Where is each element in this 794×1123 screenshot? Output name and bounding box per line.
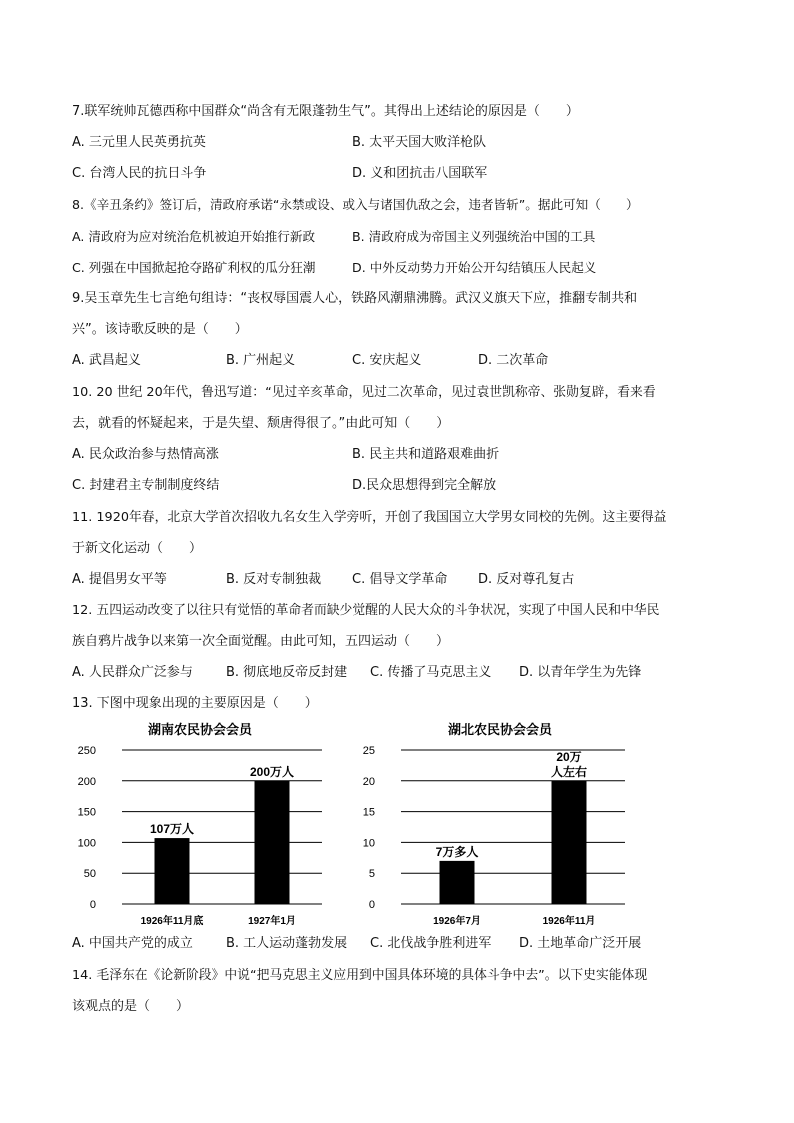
question-14-text-line-1: 14. 毛泽东在《论新阶段》中说“把马克思主义应用到中国具体环境的具体斗争中去”。以下史实能体现 <box>72 968 648 983</box>
bar-data-label: 人左右 <box>550 764 588 779</box>
q12-option-b: B. 彻底地反帝反封建 <box>226 665 348 680</box>
y-tick-label: 0 <box>89 899 96 911</box>
q7-option-c: C. 台湾人民的抗日斗争 <box>72 166 207 181</box>
q11-option-d: D. 反对尊孔复古 <box>478 572 575 587</box>
q10-option-c: C. 封建君主专制制度终结 <box>72 478 220 493</box>
chart-title: 湖南农民协会会员 <box>147 722 253 737</box>
q11-option-b: B. 反对专制独裁 <box>226 572 322 587</box>
bar-data-label: 20万 <box>556 749 582 764</box>
question-11-text-line-2: 于新文化运动（ ） <box>72 541 203 556</box>
q10-option-a: A. 民众政治参与热情高涨 <box>72 447 219 462</box>
bar-data-label: 7万多人 <box>435 844 479 859</box>
question-12-text-line-2: 族自鸦片战争以来第一次全面觉醒。由此可知，五四运动（ ） <box>72 634 450 649</box>
y-tick-label: 5 <box>368 868 375 881</box>
y-tick-label: 10 <box>362 837 375 850</box>
q9-option-b: B. 广州起义 <box>226 353 296 368</box>
q7-option-a: A. 三元里人民英勇抗英 <box>72 135 206 150</box>
bar <box>440 861 475 904</box>
y-tick-label: 250 <box>77 745 96 757</box>
x-category-label: 1926年7月 <box>433 916 481 927</box>
q11-option-c: C. 倡导文学革命 <box>352 572 448 587</box>
q12-option-a: A. 人民群众广泛参与 <box>72 665 193 680</box>
q8-option-a: A. 清政府为应对统治危机被迫开始推行新政 <box>72 229 316 244</box>
bar <box>552 781 587 904</box>
y-tick-label: 200 <box>77 775 96 788</box>
q13-option-a: A. 中国共产党的成立 <box>72 936 193 951</box>
question-13-text: 13. 下图中现象出现的主要原因是（ ） <box>72 696 318 711</box>
q8-option-b: B. 清政府成为帝国主义列强统治中国的工具 <box>352 229 596 244</box>
question-14-text-line-2: 该观点的是（ ） <box>72 999 190 1014</box>
y-tick-label: 100 <box>77 837 96 850</box>
y-tick-label: 20 <box>362 775 375 788</box>
bar <box>155 838 190 904</box>
question-7-text: 7.联军统帅瓦德西称中国群众“尚含有无限蓬勃生气”。其得出上述结论的原因是（ ） <box>72 104 579 119</box>
q10-option-d: D.民众思想得到完全解放 <box>352 478 497 493</box>
y-tick-label: 50 <box>83 868 96 881</box>
x-category-label: 1926年11月底 <box>140 916 204 927</box>
q7-option-b: B. 太平天国大败洋枪队 <box>352 135 487 150</box>
chart-title: 湖北农民协会会员 <box>447 722 553 737</box>
hunan-membership-chart <box>70 712 335 934</box>
question-11-text-line-1: 11. 1920年春，北京大学首次招收九名女生入学旁听，开创了我国国立大学男女同校的先例。这主要得益 <box>72 510 667 525</box>
q8-option-c: C. 列强在中国掀起抢夺路矿利权的瓜分狂潮 <box>72 260 316 275</box>
q8-option-d: D. 中外反动势力开始公开勾结镇压人民起义 <box>352 260 597 275</box>
q10-option-b: B. 民主共和道路艰难曲折 <box>352 447 500 462</box>
y-tick-label: 150 <box>77 806 96 819</box>
q9-option-a: A. 武昌起义 <box>72 353 141 368</box>
question-10-text-line-2: 去，就看的怀疑起来，于是失望、颓唐得很了。”由此可知（ ） <box>72 416 450 431</box>
y-tick-label: 15 <box>362 806 375 819</box>
question-9-text-line-2: 兴”。该诗歌反映的是（ ） <box>72 322 248 337</box>
q7-option-d: D. 义和团抗击八国联军 <box>352 166 488 181</box>
bar-data-label: 107万人 <box>149 822 195 837</box>
bar-data-label: 200万人 <box>249 764 295 779</box>
y-tick-label: 0 <box>368 899 375 911</box>
hubei-membership-chart <box>362 712 630 934</box>
q13-option-c: C. 北伐战争胜利进军 <box>370 936 492 951</box>
q12-option-c: C. 传播了马克思主义 <box>370 665 492 680</box>
x-category-label: 1927年1月 <box>248 916 296 927</box>
q13-option-d: D. 土地革命广泛开展 <box>519 936 642 951</box>
q11-option-a: A. 提倡男女平等 <box>72 572 167 587</box>
y-tick-label: 25 <box>362 745 375 757</box>
q9-option-c: C. 安庆起义 <box>352 353 422 368</box>
q12-option-d: D. 以青年学生为先锋 <box>519 665 642 680</box>
question-10-text-line-1: 10. 20 世纪 20年代，鲁迅写道：“见过辛亥革命，见过二次革命，见过袁世凯称帝、张勋复辟，看来看 <box>72 385 656 400</box>
x-category-label: 1926年11月 <box>542 916 596 927</box>
question-8-text: 8.《辛丑条约》签订后，清政府承诺“永禁或设、或入与诸国仇敌之会，违者皆斩”。据此可知（ ） <box>72 197 639 212</box>
question-12-text-line-1: 12. 五四运动改变了以往只有觉悟的革命者而缺少觉醒的人民大众的斗争状况，实现了中国人民和中华民 <box>72 603 660 618</box>
question-9-text-line-1: 9.吴玉章先生七言绝句组诗：“丧权辱国震人心，铁路风潮鼎沸腾。武汉义旗天下应，推翻专制共和 <box>72 291 638 306</box>
q9-option-d: D. 二次革命 <box>478 353 549 368</box>
q13-option-b: B. 工人运动蓬勃发展 <box>226 936 348 951</box>
bar <box>255 781 290 904</box>
